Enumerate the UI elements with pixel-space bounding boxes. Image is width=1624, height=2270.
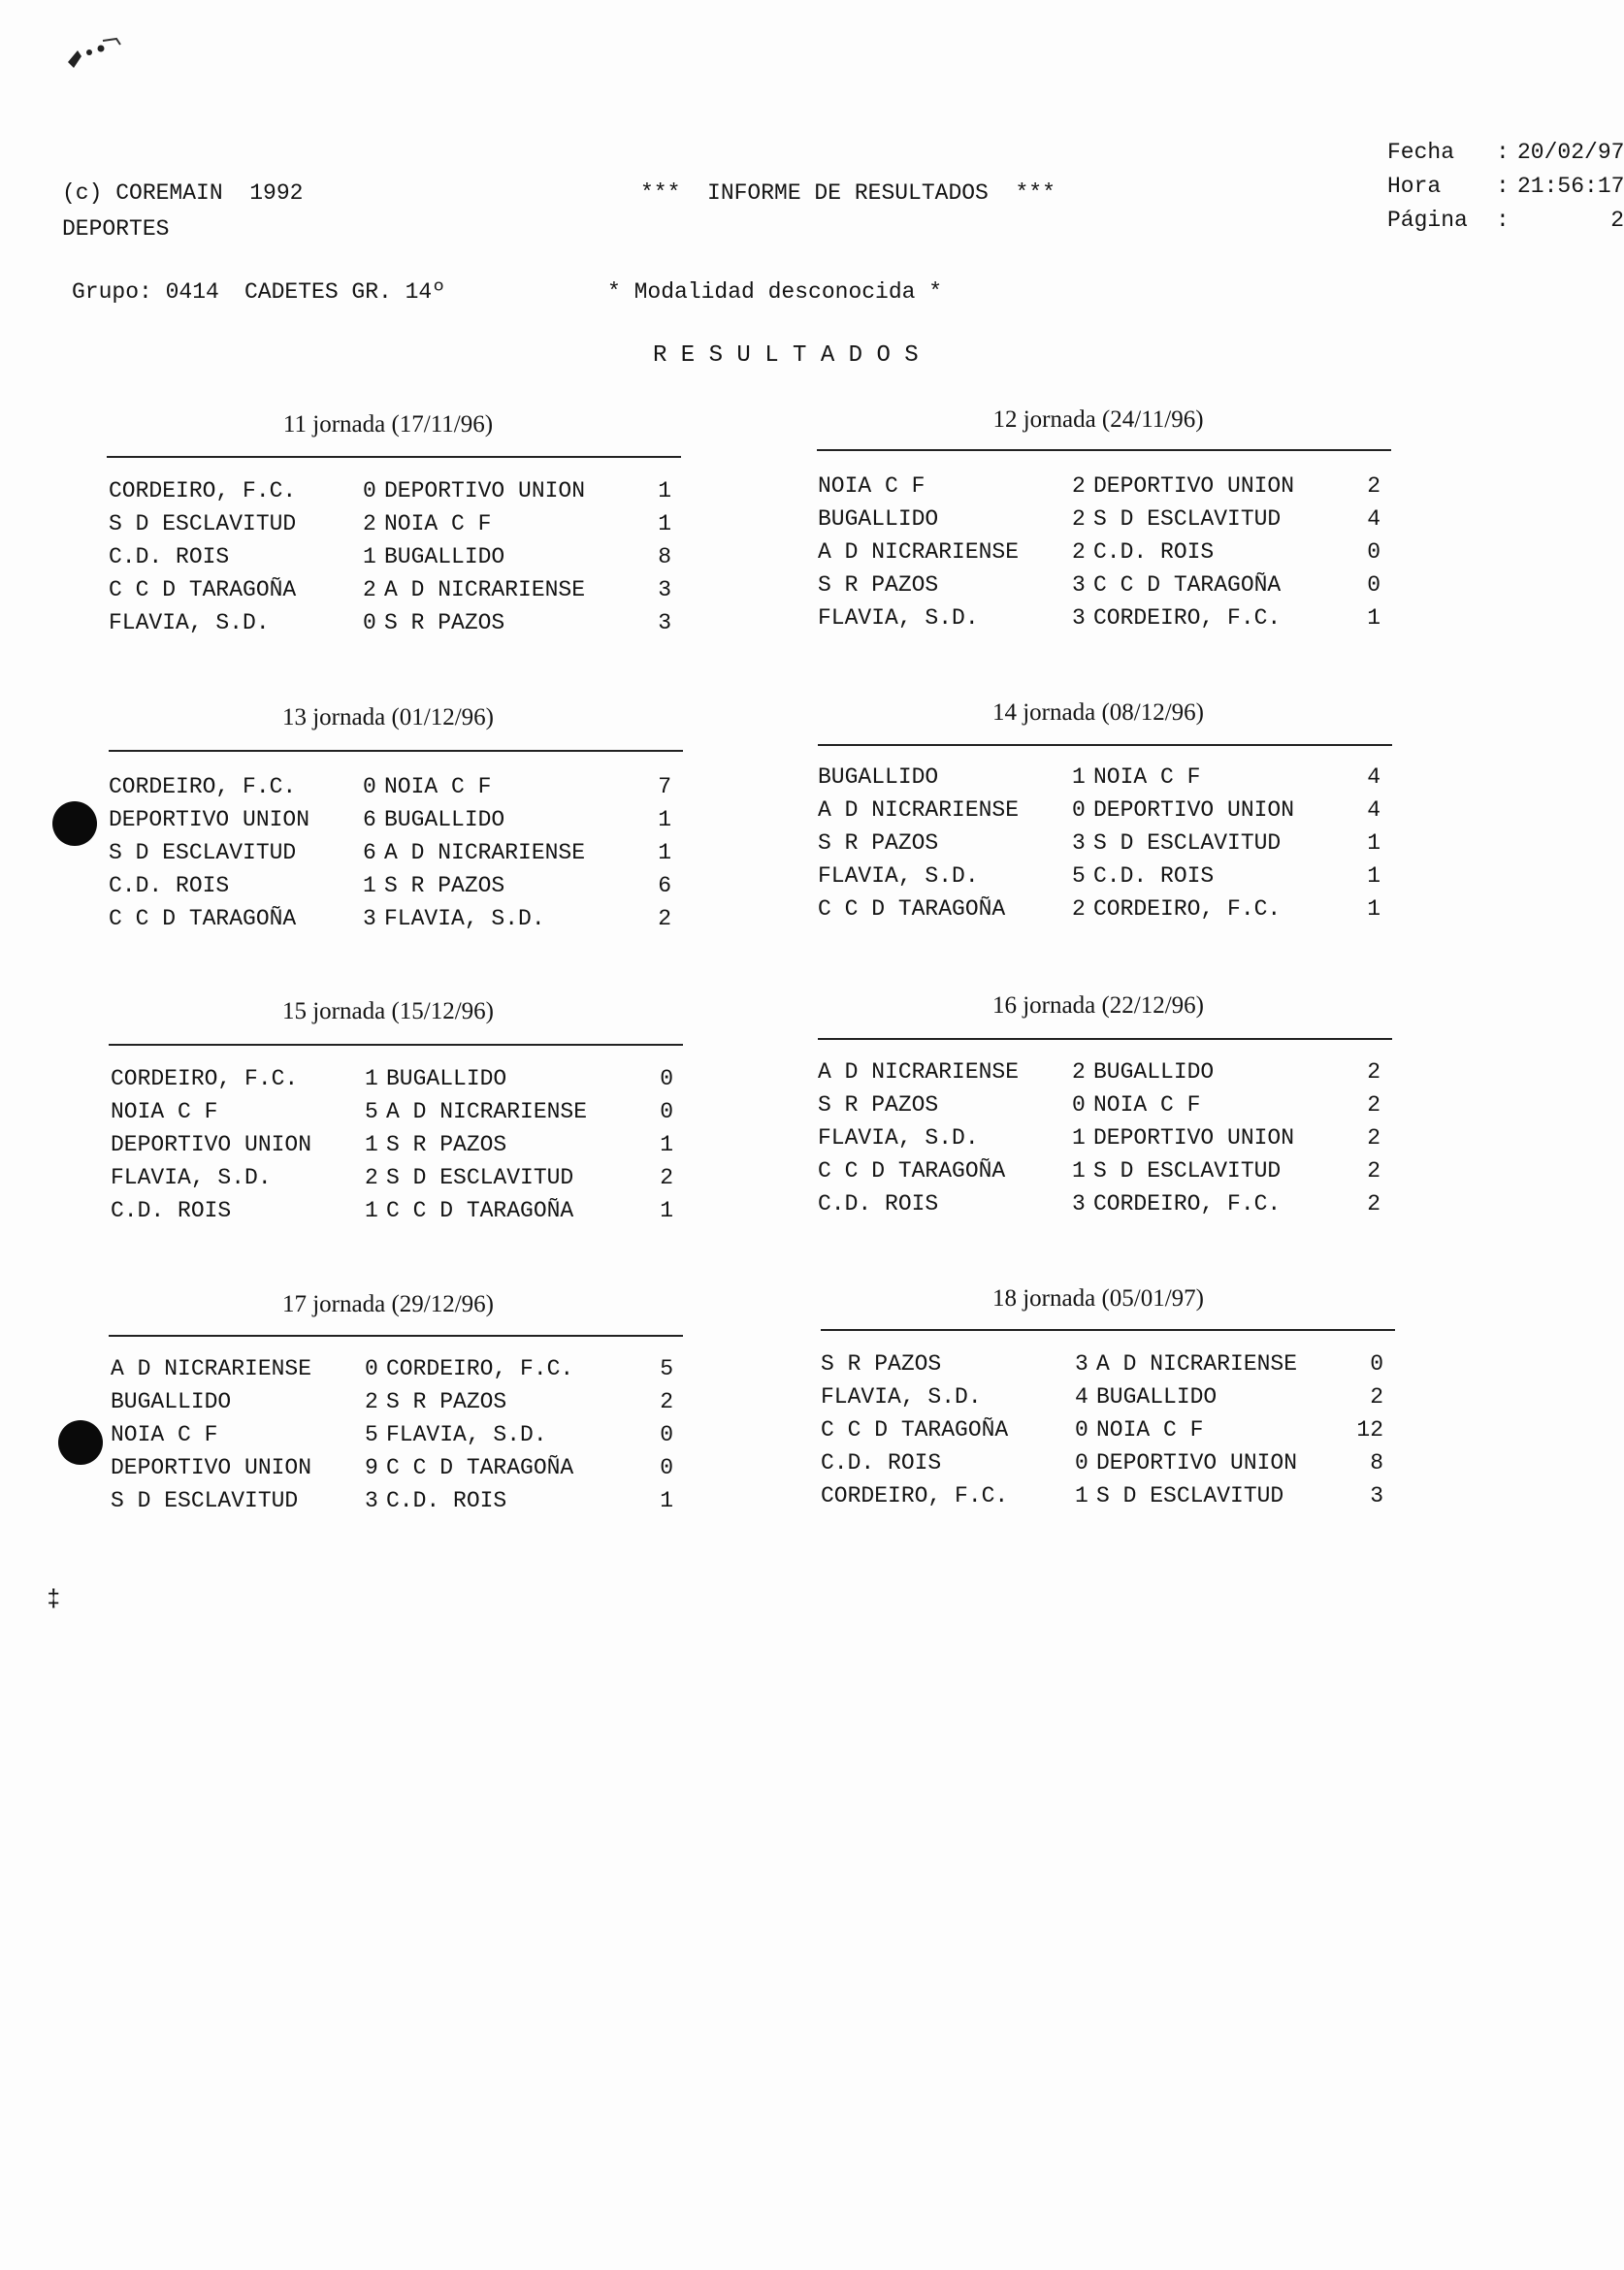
away-score: 6	[658, 873, 671, 898]
home-score: 0	[365, 1356, 378, 1381]
group-code: Grupo: 0414	[72, 279, 219, 305]
round-divider	[821, 1329, 1395, 1331]
home-team: S D ESCLAVITUD	[111, 1488, 299, 1513]
away-team: FLAVIA, S.D.	[384, 906, 545, 931]
match-row	[109, 579, 691, 612]
home-team: S R PAZOS	[821, 1351, 942, 1377]
away-team: BUGALLIDO	[386, 1066, 507, 1091]
away-score: 1	[1367, 896, 1380, 922]
match-row	[818, 607, 1400, 640]
away-team: CORDEIRO, F.C.	[1093, 605, 1282, 631]
home-team: C C D TARAGOÑA	[109, 906, 297, 931]
away-team: C C D TARAGOÑA	[1093, 572, 1282, 598]
match-row	[818, 865, 1400, 898]
away-team: BUGALLIDO	[1093, 1059, 1215, 1085]
home-score: 5	[1072, 863, 1086, 889]
home-team: C.D. ROIS	[818, 1191, 939, 1216]
home-score: 6	[363, 807, 376, 832]
home-team: C C D TARAGOÑA	[821, 1417, 1009, 1443]
away-score: 2	[660, 1389, 673, 1414]
home-team: FLAVIA, S.D.	[818, 605, 979, 631]
round-title: 11 jornada (17/11/96)	[282, 411, 494, 438]
away-score: 3	[658, 610, 671, 635]
away-score: 1	[1367, 863, 1380, 889]
away-score: 3	[658, 577, 671, 602]
scan-speck-mark	[60, 29, 177, 87]
home-team: S D ESCLAVITUD	[109, 840, 297, 865]
match-row	[818, 832, 1400, 865]
match-row	[109, 809, 691, 842]
match-row	[818, 766, 1400, 799]
home-score: 4	[1075, 1384, 1088, 1410]
home-score: 3	[363, 906, 376, 931]
round-divider	[109, 1044, 683, 1046]
home-team: FLAVIA, S.D.	[821, 1384, 982, 1410]
away-score: 0	[1367, 539, 1380, 565]
match-row	[109, 546, 691, 579]
home-score: 2	[363, 511, 376, 536]
match-row	[109, 612, 691, 645]
home-team: BUGALLIDO	[818, 506, 939, 532]
round-divider	[818, 1038, 1392, 1040]
away-team: S D ESCLAVITUD	[1093, 506, 1282, 532]
away-score: 2	[660, 1165, 673, 1190]
home-score: 2	[363, 577, 376, 602]
away-score: 3	[1370, 1483, 1383, 1508]
home-score: 0	[363, 478, 376, 503]
fecha-value: 20/02/97	[1517, 140, 1624, 165]
round-title: 13 jornada (01/12/96)	[281, 704, 494, 730]
home-score: 9	[365, 1455, 378, 1480]
away-score: 12	[1356, 1417, 1383, 1443]
away-team: CORDEIRO, F.C.	[1093, 896, 1282, 922]
home-score: 0	[1072, 797, 1086, 823]
away-score: 0	[660, 1455, 673, 1480]
away-score: 7	[658, 774, 671, 799]
home-team: CORDEIRO, F.C.	[109, 478, 297, 503]
away-score: 0	[1367, 572, 1380, 598]
home-score: 1	[1072, 1125, 1086, 1151]
match-row	[109, 480, 691, 513]
round-title: 12 jornada (24/11/96)	[992, 406, 1204, 433]
away-team: A D NICRARIENSE	[386, 1099, 588, 1124]
away-score: 1	[660, 1132, 673, 1157]
match-row	[818, 898, 1400, 931]
match-row	[111, 1134, 693, 1167]
match-row	[818, 1160, 1400, 1193]
home-score: 2	[1072, 506, 1086, 532]
home-team: FLAVIA, S.D.	[109, 610, 270, 635]
round-divider	[817, 449, 1391, 451]
match-row	[111, 1490, 693, 1523]
home-score: 6	[363, 840, 376, 865]
match-row	[111, 1457, 693, 1490]
round-title: 18 jornada (05/01/97)	[991, 1285, 1204, 1312]
away-score: 2	[1367, 1092, 1380, 1118]
away-team: DEPORTIVO UNION	[1093, 1125, 1295, 1151]
home-score: 5	[365, 1422, 378, 1447]
away-score: 0	[1370, 1351, 1383, 1377]
away-team: A D NICRARIENSE	[384, 577, 586, 602]
away-team: NOIA C F	[1093, 1092, 1201, 1118]
home-team: FLAVIA, S.D.	[111, 1165, 272, 1190]
away-score: 1	[658, 478, 671, 503]
section-title: R E S U L T A D O S	[653, 342, 919, 369]
home-team: NOIA C F	[111, 1422, 218, 1447]
match-row	[818, 508, 1400, 541]
away-score: 2	[658, 906, 671, 931]
away-score: 2	[1367, 1059, 1380, 1085]
home-score: 2	[365, 1389, 378, 1414]
home-score: 1	[1075, 1483, 1088, 1508]
home-team: NOIA C F	[818, 473, 926, 499]
match-row	[818, 475, 1400, 508]
away-score: 1	[660, 1198, 673, 1223]
away-score: 8	[1370, 1450, 1383, 1476]
away-team: A D NICRARIENSE	[1096, 1351, 1298, 1377]
hora-label: Hora	[1387, 174, 1442, 199]
away-team: NOIA C F	[384, 774, 492, 799]
match-row	[818, 541, 1400, 574]
home-team: CORDEIRO, F.C.	[109, 774, 297, 799]
away-team: S D ESCLAVITUD	[1096, 1483, 1284, 1508]
match-row	[818, 1094, 1400, 1127]
away-score: 5	[660, 1356, 673, 1381]
away-score: 1	[1367, 830, 1380, 856]
away-team: S R PAZOS	[384, 610, 505, 635]
hora-value: 21:56:17	[1517, 174, 1624, 199]
match-row	[111, 1200, 693, 1233]
home-score: 0	[1075, 1450, 1088, 1476]
away-team: NOIA C F	[1093, 764, 1201, 790]
group-category: CADETES GR. 14º	[244, 279, 446, 305]
home-team: DEPORTIVO UNION	[109, 807, 310, 832]
away-score: 1	[1367, 605, 1380, 631]
home-team: FLAVIA, S.D.	[818, 863, 979, 889]
home-score: 1	[365, 1132, 378, 1157]
away-score: 0	[660, 1099, 673, 1124]
match-row	[818, 799, 1400, 832]
home-team: BUGALLIDO	[818, 764, 939, 790]
home-team: A D NICRARIENSE	[818, 539, 1020, 565]
away-score: 4	[1367, 797, 1380, 823]
home-score: 0	[1072, 1092, 1086, 1118]
home-team: S D ESCLAVITUD	[109, 511, 297, 536]
away-team: BUGALLIDO	[384, 544, 505, 569]
punch-hole	[52, 801, 97, 846]
round-title: 14 jornada (08/12/96)	[991, 699, 1204, 726]
home-score: 1	[1072, 1158, 1086, 1184]
match-row	[821, 1485, 1403, 1518]
home-team: C.D. ROIS	[109, 544, 230, 569]
match-row	[111, 1068, 693, 1101]
away-team: S R PAZOS	[386, 1132, 507, 1157]
home-score: 1	[365, 1198, 378, 1223]
away-score: 2	[1370, 1384, 1383, 1410]
match-row	[821, 1353, 1403, 1386]
fecha-label: Fecha	[1387, 140, 1455, 165]
home-score: 1	[1072, 764, 1086, 790]
home-score: 2	[1072, 1059, 1086, 1085]
match-row	[818, 574, 1400, 607]
away-team: C C D TARAGOÑA	[386, 1198, 574, 1223]
home-team: S R PAZOS	[818, 1092, 939, 1118]
home-score: 2	[1072, 896, 1086, 922]
home-score: 3	[1075, 1351, 1088, 1377]
pagina-value: 2	[1610, 208, 1624, 233]
home-score: 0	[363, 774, 376, 799]
home-team: A D NICRARIENSE	[818, 797, 1020, 823]
home-score: 2	[1072, 539, 1086, 565]
home-score: 2	[1072, 473, 1086, 499]
home-score: 3	[1072, 830, 1086, 856]
away-team: DEPORTIVO UNION	[1096, 1450, 1298, 1476]
away-team: S R PAZOS	[386, 1389, 507, 1414]
home-team: CORDEIRO, F.C.	[821, 1483, 1009, 1508]
away-team: DEPORTIVO UNION	[1093, 797, 1295, 823]
home-team: A D NICRARIENSE	[818, 1059, 1020, 1085]
match-row	[109, 842, 691, 875]
home-team: C.D. ROIS	[109, 873, 230, 898]
match-row	[821, 1386, 1403, 1419]
away-score: 2	[1367, 1158, 1380, 1184]
home-score: 1	[363, 544, 376, 569]
match-row	[111, 1101, 693, 1134]
home-score: 0	[1075, 1417, 1088, 1443]
away-score: 8	[658, 544, 671, 569]
match-row	[818, 1127, 1400, 1160]
away-team: C.D. ROIS	[386, 1488, 507, 1513]
footer-mark: ‡	[47, 1587, 61, 1613]
home-team: C.D. ROIS	[821, 1450, 942, 1476]
home-team: A D NICRARIENSE	[111, 1356, 312, 1381]
away-team: DEPORTIVO UNION	[384, 478, 586, 503]
match-row	[818, 1193, 1400, 1226]
round-title: 15 jornada (15/12/96)	[281, 998, 494, 1024]
copyright-line: (c) COREMAIN 1992	[62, 180, 304, 206]
department-label: DEPORTES	[62, 216, 170, 242]
match-row	[821, 1419, 1403, 1452]
away-team: CORDEIRO, F.C.	[386, 1356, 574, 1381]
away-team: S D ESCLAVITUD	[1093, 830, 1282, 856]
round-title: 17 jornada (29/12/96)	[281, 1291, 494, 1317]
away-score: 1	[658, 807, 671, 832]
home-team: C.D. ROIS	[111, 1198, 232, 1223]
match-row	[109, 908, 691, 941]
away-team: FLAVIA, S.D.	[386, 1422, 547, 1447]
away-team: S D ESCLAVITUD	[1093, 1158, 1282, 1184]
away-score: 1	[658, 840, 671, 865]
home-team: S R PAZOS	[818, 830, 939, 856]
match-row	[109, 776, 691, 809]
away-team: C C D TARAGOÑA	[386, 1455, 574, 1480]
group-modality: * Modalidad desconocida *	[607, 279, 943, 305]
round-divider	[107, 456, 681, 458]
home-score: 2	[365, 1165, 378, 1190]
match-row	[111, 1424, 693, 1457]
home-score: 5	[365, 1099, 378, 1124]
home-team: DEPORTIVO UNION	[111, 1132, 312, 1157]
away-score: 2	[1367, 1125, 1380, 1151]
round-title: 16 jornada (22/12/96)	[991, 992, 1204, 1019]
away-score: 4	[1367, 506, 1380, 532]
away-team: BUGALLIDO	[384, 807, 505, 832]
home-team: DEPORTIVO UNION	[111, 1455, 312, 1480]
round-divider	[109, 750, 683, 752]
home-score: 3	[365, 1488, 378, 1513]
away-team: DEPORTIVO UNION	[1093, 473, 1295, 499]
away-team: BUGALLIDO	[1096, 1384, 1218, 1410]
home-team: FLAVIA, S.D.	[818, 1125, 979, 1151]
away-team: NOIA C F	[1096, 1417, 1204, 1443]
match-row	[109, 513, 691, 546]
away-team: A D NICRARIENSE	[384, 840, 586, 865]
home-team: S R PAZOS	[818, 572, 939, 598]
home-team: CORDEIRO, F.C.	[111, 1066, 299, 1091]
away-team: S D ESCLAVITUD	[386, 1165, 574, 1190]
home-team: C C D TARAGOÑA	[818, 1158, 1006, 1184]
match-row	[111, 1391, 693, 1424]
away-score: 1	[658, 511, 671, 536]
match-row	[111, 1167, 693, 1200]
away-team: NOIA C F	[384, 511, 492, 536]
round-divider	[818, 744, 1392, 746]
home-team: C C D TARAGOÑA	[818, 896, 1006, 922]
home-score: 3	[1072, 1191, 1086, 1216]
away-score: 2	[1367, 1191, 1380, 1216]
home-team: NOIA C F	[111, 1099, 218, 1124]
round-divider	[109, 1335, 683, 1337]
away-score: 1	[660, 1488, 673, 1513]
home-team: BUGALLIDO	[111, 1389, 232, 1414]
away-team: S R PAZOS	[384, 873, 505, 898]
punch-hole	[58, 1420, 103, 1465]
match-row	[821, 1452, 1403, 1485]
pagina-label: Página	[1387, 208, 1468, 233]
away-team: C.D. ROIS	[1093, 539, 1215, 565]
away-team: CORDEIRO, F.C.	[1093, 1191, 1282, 1216]
home-score: 1	[365, 1066, 378, 1091]
match-row	[818, 1061, 1400, 1094]
home-score: 3	[1072, 572, 1086, 598]
match-row	[109, 875, 691, 908]
away-team: C.D. ROIS	[1093, 863, 1215, 889]
home-score: 0	[363, 610, 376, 635]
away-score: 2	[1367, 473, 1380, 499]
report-title: *** INFORME DE RESULTADOS ***	[640, 180, 1056, 206]
home-score: 3	[1072, 605, 1086, 631]
home-team: C C D TARAGOÑA	[109, 577, 297, 602]
home-score: 1	[363, 873, 376, 898]
match-row	[111, 1358, 693, 1391]
away-score: 0	[660, 1066, 673, 1091]
away-score: 0	[660, 1422, 673, 1447]
away-score: 4	[1367, 764, 1380, 790]
